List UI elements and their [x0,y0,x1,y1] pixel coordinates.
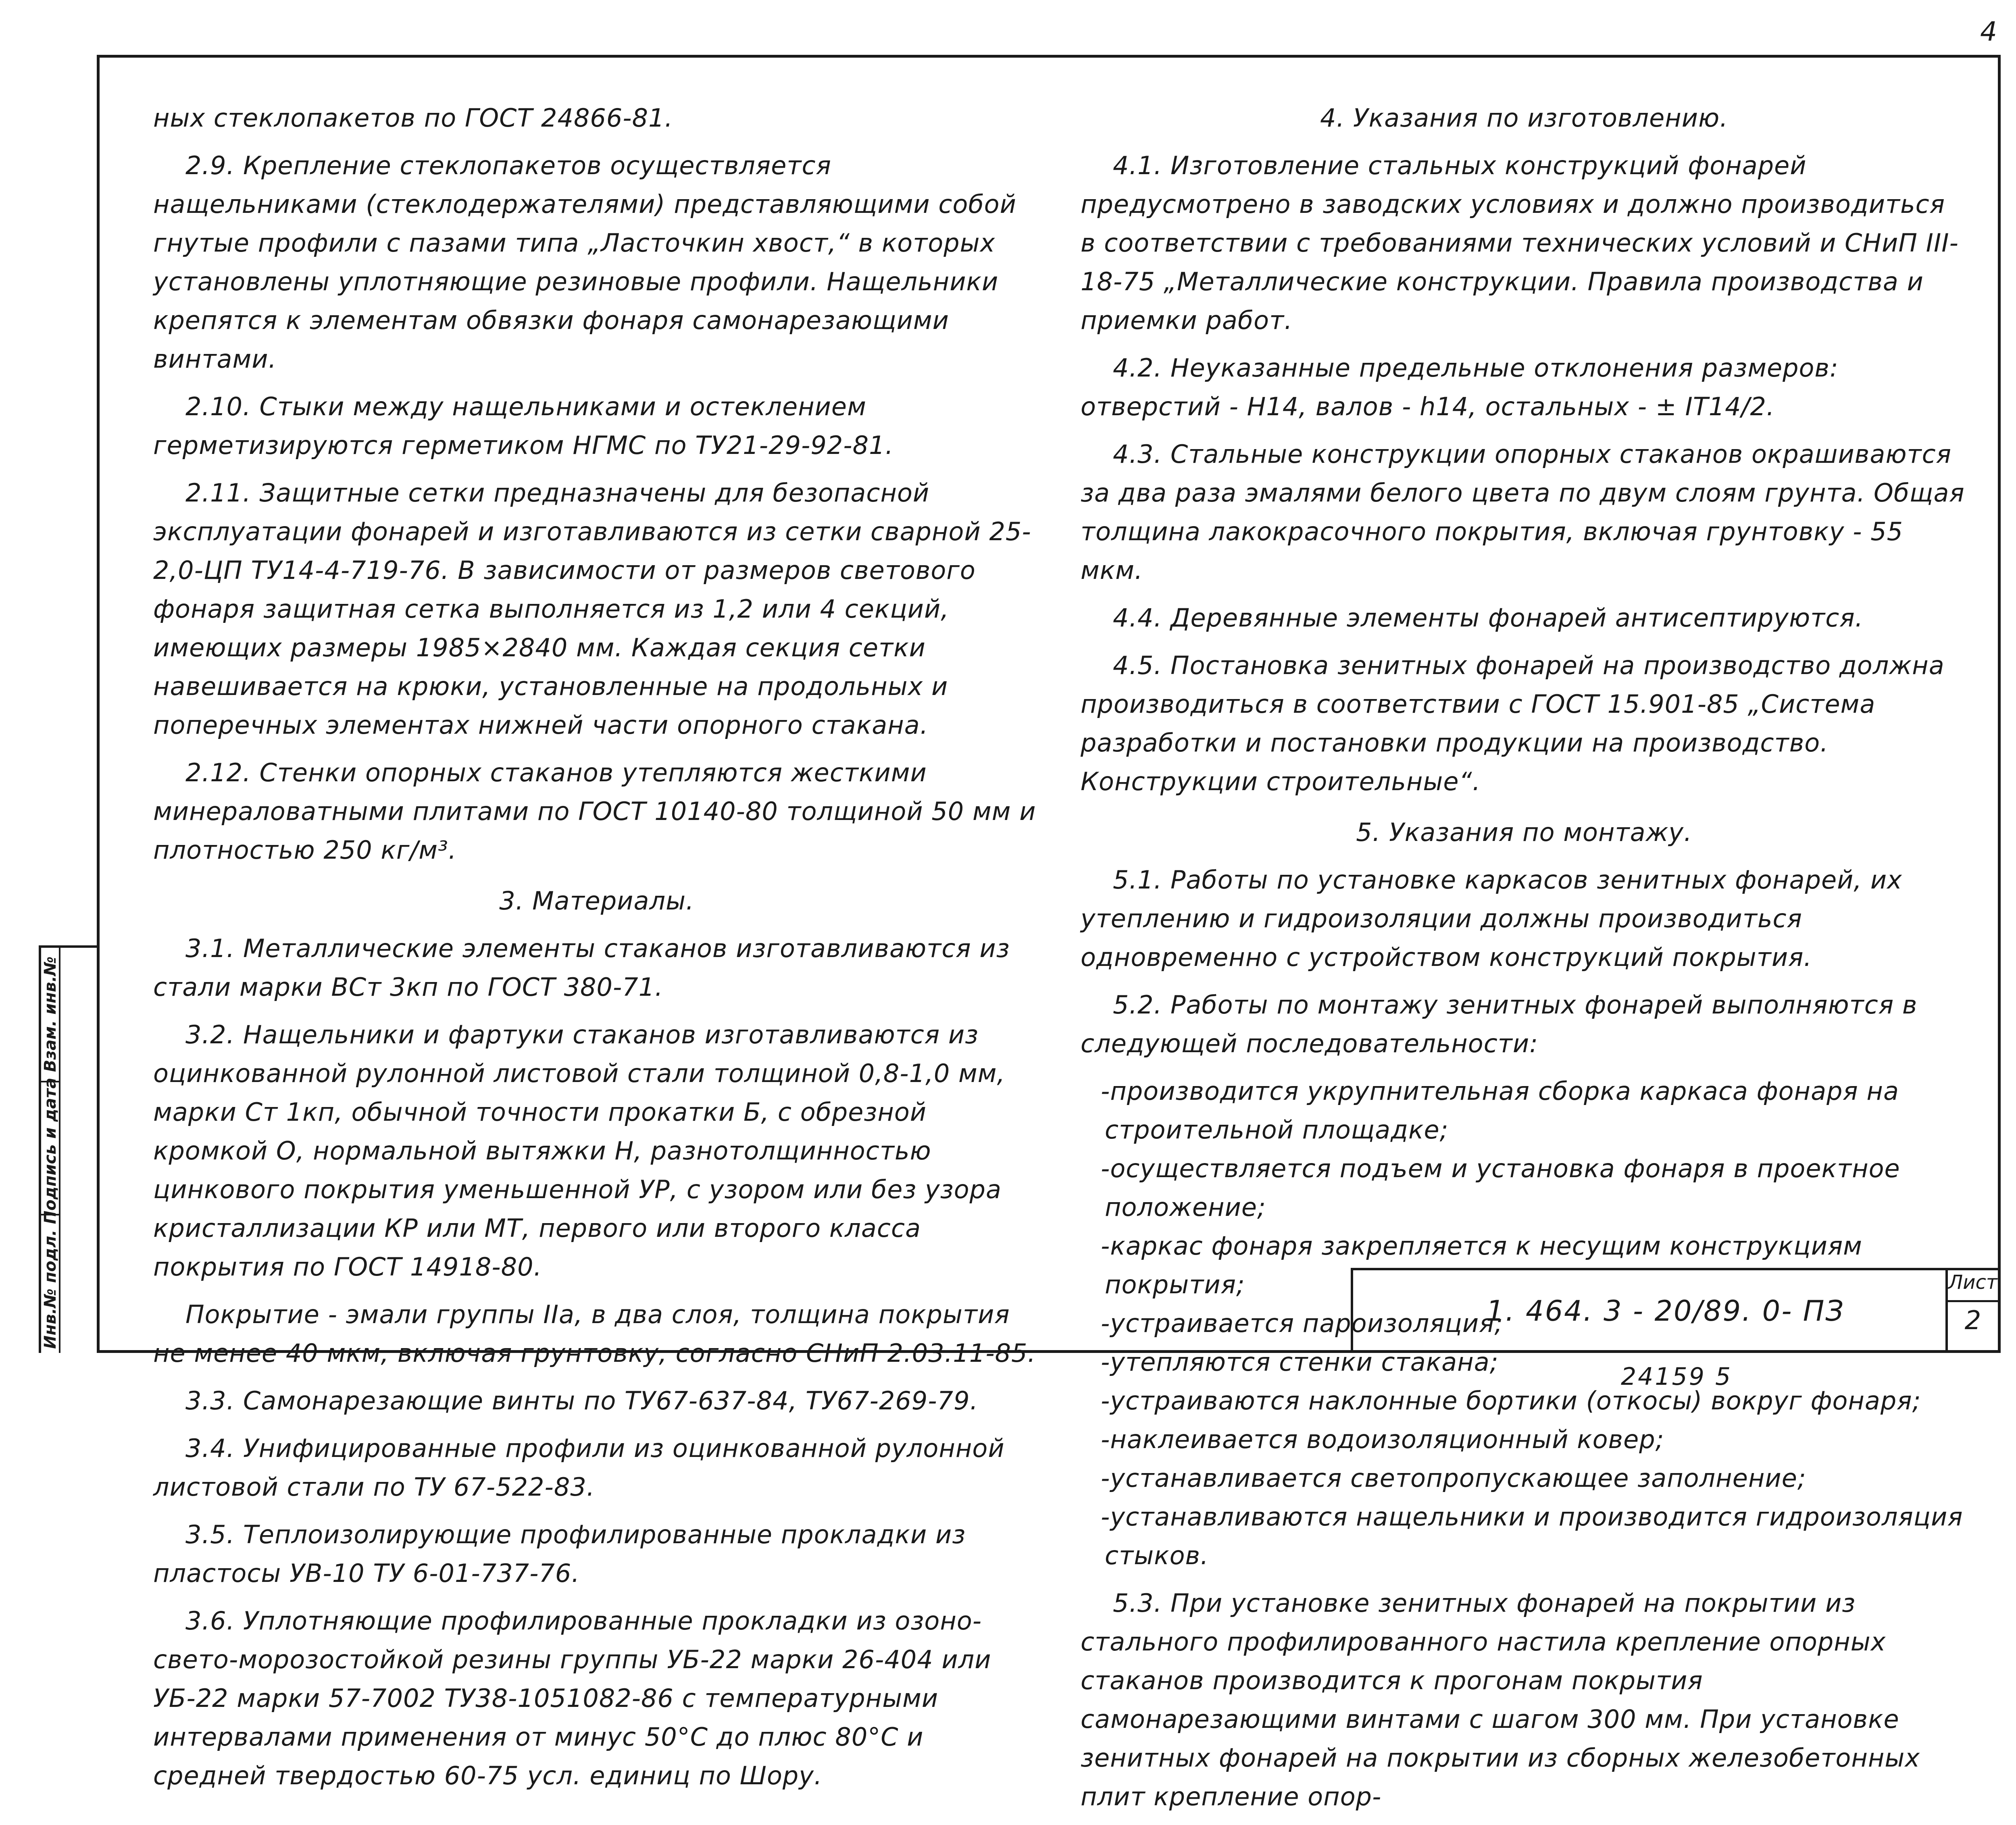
paragraph-2-9: 2.9. Крепление стеклопакетов осуществляется нащельниками (стеклодержателями) представляющими собой гнутые профили с пазами типа „Ласточкин хвост,“ в которых установлены уплотняющие резиновые профили. Нащельники крепятся к элементам обвязки фонаря самонарезающими винтами. [153,151,1016,374]
section-5-title: 5. Указания по монтажу. [1356,818,1692,847]
stamp-divider [41,1214,60,1215]
paragraph-3-3: 3.3. Самонарезающие винты по ТУ67-637-84, ТУ67-269-79. [185,1386,979,1415]
sheet-label: Лист [1948,1271,1998,1302]
list-item: -устанавливаются нащельники и производится гидроизоляция стыков. [1101,1502,1963,1570]
stamp-column [60,948,99,1353]
sheet-number: 2 [1964,1306,1981,1336]
paragraph-4-2: 4.2. Неуказанные предельные отклонения размеров: отверстий - Н14, валов - h14, остальных - ± IT14/2. [1081,353,1839,421]
paragraph-5-3: 5.3. При установке зенитных фонарей на покрытии из стального профилированного настила крепление опорных стаканов производится к прогонам покрытия самонарезающими винтами с шагом 300 мм. При установке зенитных фонарей на покрытии из сборных железобетонных плит крепление опор- [1081,1588,1920,1811]
right-text-column [1081,99,1968,1825]
paragraph-2-8-end: ных стеклопакетов по ГОСТ 24866-81. [153,103,673,133]
section-3-title: 3. Материалы. [499,886,694,916]
paragraph-5-2: 5.2. Работы по монтажу зенитных фонарей выполняются в следующей последовательности: [1081,990,1918,1058]
stamp-column [41,948,60,1353]
left-text-column [153,99,1040,1804]
paragraph-4-1: 4.1. Изготовление стальных конструкций фонарей предусмотрено в заводских условиях и должно производиться в соответствии с требованиями технических условий и СНиП III-18-75 „Металлические конструкции. Правила производства и приемки работ. [1081,151,1959,335]
document-code: 1. 464. 3 - 20/89. 0- ПЗ [1486,1294,1845,1328]
paragraph-4-3: 4.3. Стальные конструкции опорных стаканов окрашиваются за два раза эмалями белого цвета по двум слоям грунта. Общая толщина лакокрасочного покрытия, включая грунтовку - 55 мкм. [1081,439,1965,585]
list-item: -устанавливается светопропускающее заполнение; [1101,1463,1806,1493]
paragraph-2-10: 2.10. Стыки между нащельниками и остеклением герметизируются герметиком НГМС по ТУ21-29-92-81. [153,392,894,460]
paragraph-3-5: 3.5. Теплоизолирующие профилированные прокладки из пластосы УВ-10 ТУ 6-01-737-76. [153,1520,966,1588]
paragraph-3-1: 3.1. Металлические элементы стаканов изготавливаются из стали марки ВСт 3кп по ГОСТ 380-71. [153,934,1010,1002]
paragraph-4-5: 4.5. Постановка зенитных фонарей на производство должна производиться в соответствии с ГОСТ 15.901-85 „Система разработки и постановки продукции на производство. Конструкции строительные“. [1081,651,1945,796]
list-item: -наклеивается водоизоляционный ковер; [1101,1425,1664,1454]
paragraph-3-2-continued: Покрытие - эмали группы IIа, в два слоя, толщина покрытия не менее 40 мкм, включая грунтовку, согласно СНиП 2.03.11-85. [153,1300,1036,1368]
paragraph-3-6: 3.6. Уплотняющие профилированные прокладки из озоно-свето-морозостойкой резины группы УБ-22 марки 26-404 или УБ-22 марки 57-7002 ТУ38-1051082-86 с температурными интервалами применения от минус 50°С до плюс 80°С и средней твердостью 60-75 усл. единиц по Шору. [153,1606,991,1790]
page-number: 4 [1980,16,1997,47]
list-item: -устраивается пароизоляция; [1101,1309,1504,1338]
paragraph-5-1: 5.1. Работы по установке каркасов зенитных фонарей, их утеплению и гидроизоляции должны производиться одновременно с устройством конструкций покрытия. [1081,865,1902,972]
list-item: -осуществляется подъем и установка фонаря в проектное положение; [1101,1154,1900,1222]
paragraph-2-11: 2.11. Защитные сетки предназначены для безопасной эксплуатации фонарей и изготавливаются из сетки сварной 25-2,0-ЦП ТУ14-4-719-76. В зависимости от размеров светового фонаря защитная сетка выполняется из 1,2 или 4 секций, имеющих размеры 1985×2840 мм. Каждая секция сетки навешивается на крюки, установленные на продольных и поперечных элементах нижней части опорного стакана. [153,478,1031,740]
archive-number: 24159 5 [1621,1363,1733,1391]
list-item: -каркас фонаря закрепляется к несущим конструкциям покрытия; [1101,1231,1862,1299]
stamp-text: Инв.№ подл. Подпись и дата Взам. инв.№ [41,956,60,1349]
list-item: -утепляются стенки стакана; [1101,1347,1499,1377]
paragraph-2-12: 2.12. Стенки опорных стаканов утепляются жесткими минераловатными плитами по ГОСТ 10140-80 толщиной 50 мм и плотностью 250 кг/м³. [153,758,1036,865]
paragraph-3-4: 3.4. Унифицированные профили из оцинкованной рулонной листовой стали по ТУ 67-522-83. [153,1434,1005,1502]
list-item: -производится укрупнительная сборка каркаса фонаря на строительной площадке; [1101,1076,1899,1145]
side-stamp [39,945,97,1353]
sheet-cell [1945,1270,1998,1351]
paragraph-3-2: 3.2. Нащельники и фартуки стаканов изготавливаются из оцинкованной рулонной листовой стали толщиной 0,8-1,0 мм, марки Ст 1кп, обычной точности прокатки Б, с обрезной кромкой О, нормальной вытяжки Н, разнотолщинностью цинкового покрытия уменьшенной УР, с узором или без узора кристаллизации КР или МТ, первого или второго класса покрытия по ГОСТ 14918-80. [153,1020,1006,1282]
section-4-title: 4. Указания по изготовлению. [1320,103,1728,133]
title-block [1351,1268,1998,1351]
paragraph-4-4: 4.4. Деревянные элементы фонарей антисептируются. [1113,603,1864,633]
stamp-divider [41,1081,60,1082]
list-item: -устраиваются наклонные бортики (откосы) вокруг фонаря; [1101,1386,1921,1415]
